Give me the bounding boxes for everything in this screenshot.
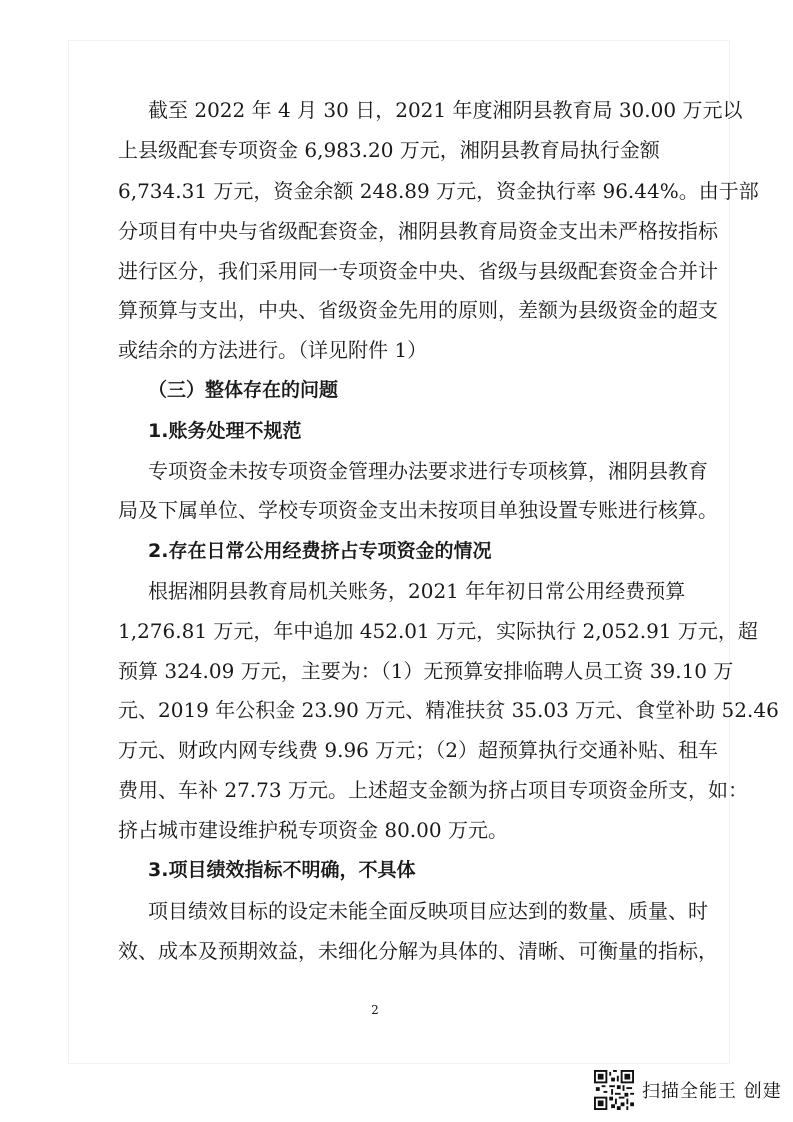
body-line: 算预算与支出，中央、省级资金先用的原则，差额为县级资金的超支 [118,298,718,322]
body-line: 局及下属单位、学校专项资金支出未按项目单独设置专账进行核算。 [118,498,718,522]
section-heading: （三）整体存在的问题 [148,379,339,401]
subsection-heading: 2.存在日常公用经费挤占专项资金的情况 [148,540,492,562]
page-number: 2 [371,1003,379,1017]
body-line: 效、成本及预期效益，未细化分解为具体的、清晰、可衡量的指标， [118,939,718,963]
body-line: 或结余的方法进行。（详见附件 1） [118,338,428,362]
body-line: 6,734.31 万元，资金余额 248.89 万元，资金执行率 96.44%。由于部 [118,179,759,203]
body-line: 上县级配套专项资金 6,983.20 万元，湘阴县教育局执行金额 [118,138,660,162]
body-line: 专项资金未按专项资金管理办法要求进行专项核算，湘阴县教育 [148,459,708,483]
body-line: 元、2019 年公积金 23.90 万元、精准扶贫 35.03 万元、食堂补助 52.46 [118,698,779,722]
body-line: 分项目有中央与省级配套资金，湘阴县教育局资金支出未严格按指标 [118,219,718,243]
subsection-heading: 1.账务处理不规范 [148,420,302,442]
body-line: 根据湘阴县教育局机关账务，2021 年年初日常公用经费预算 [148,579,686,603]
body-line: 预算 324.09 万元，主要为：（1）无预算安排临聘人员工资 39.10 万 [118,659,734,683]
body-line: 挤占城市建设维护税专项资金 80.00 万元。 [118,818,508,842]
watermark-text: 扫描全能王 创建 [642,1081,782,1102]
subsection-heading: 3.项目绩效指标不明确，不具体 [148,859,416,881]
body-line: 进行区分，我们采用同一专项资金中央、省级与县级配套资金合并计 [118,259,718,283]
scanner-watermark [594,1068,784,1112]
qr-code-icon [594,1070,634,1110]
body-line: 1,276.81 万元，年中追加 452.01 万元，实际执行 2,052.91 万元，超 [118,619,758,643]
body-line: 项目绩效目标的设定未能全面反映项目应达到的数量、质量、时 [148,899,708,923]
body-line: 截至 2022 年 4 月 30 日，2021 年度湘阴县教育局 30.00 万元以 [148,98,743,122]
body-line: 万元、财政内网专线费 9.96 万元；（2）超预算执行交通补贴、租车 [118,738,718,762]
body-line: 费用、车补 27.73 万元。上述超支金额为挤占项目专项资金所支，如： [118,778,748,802]
